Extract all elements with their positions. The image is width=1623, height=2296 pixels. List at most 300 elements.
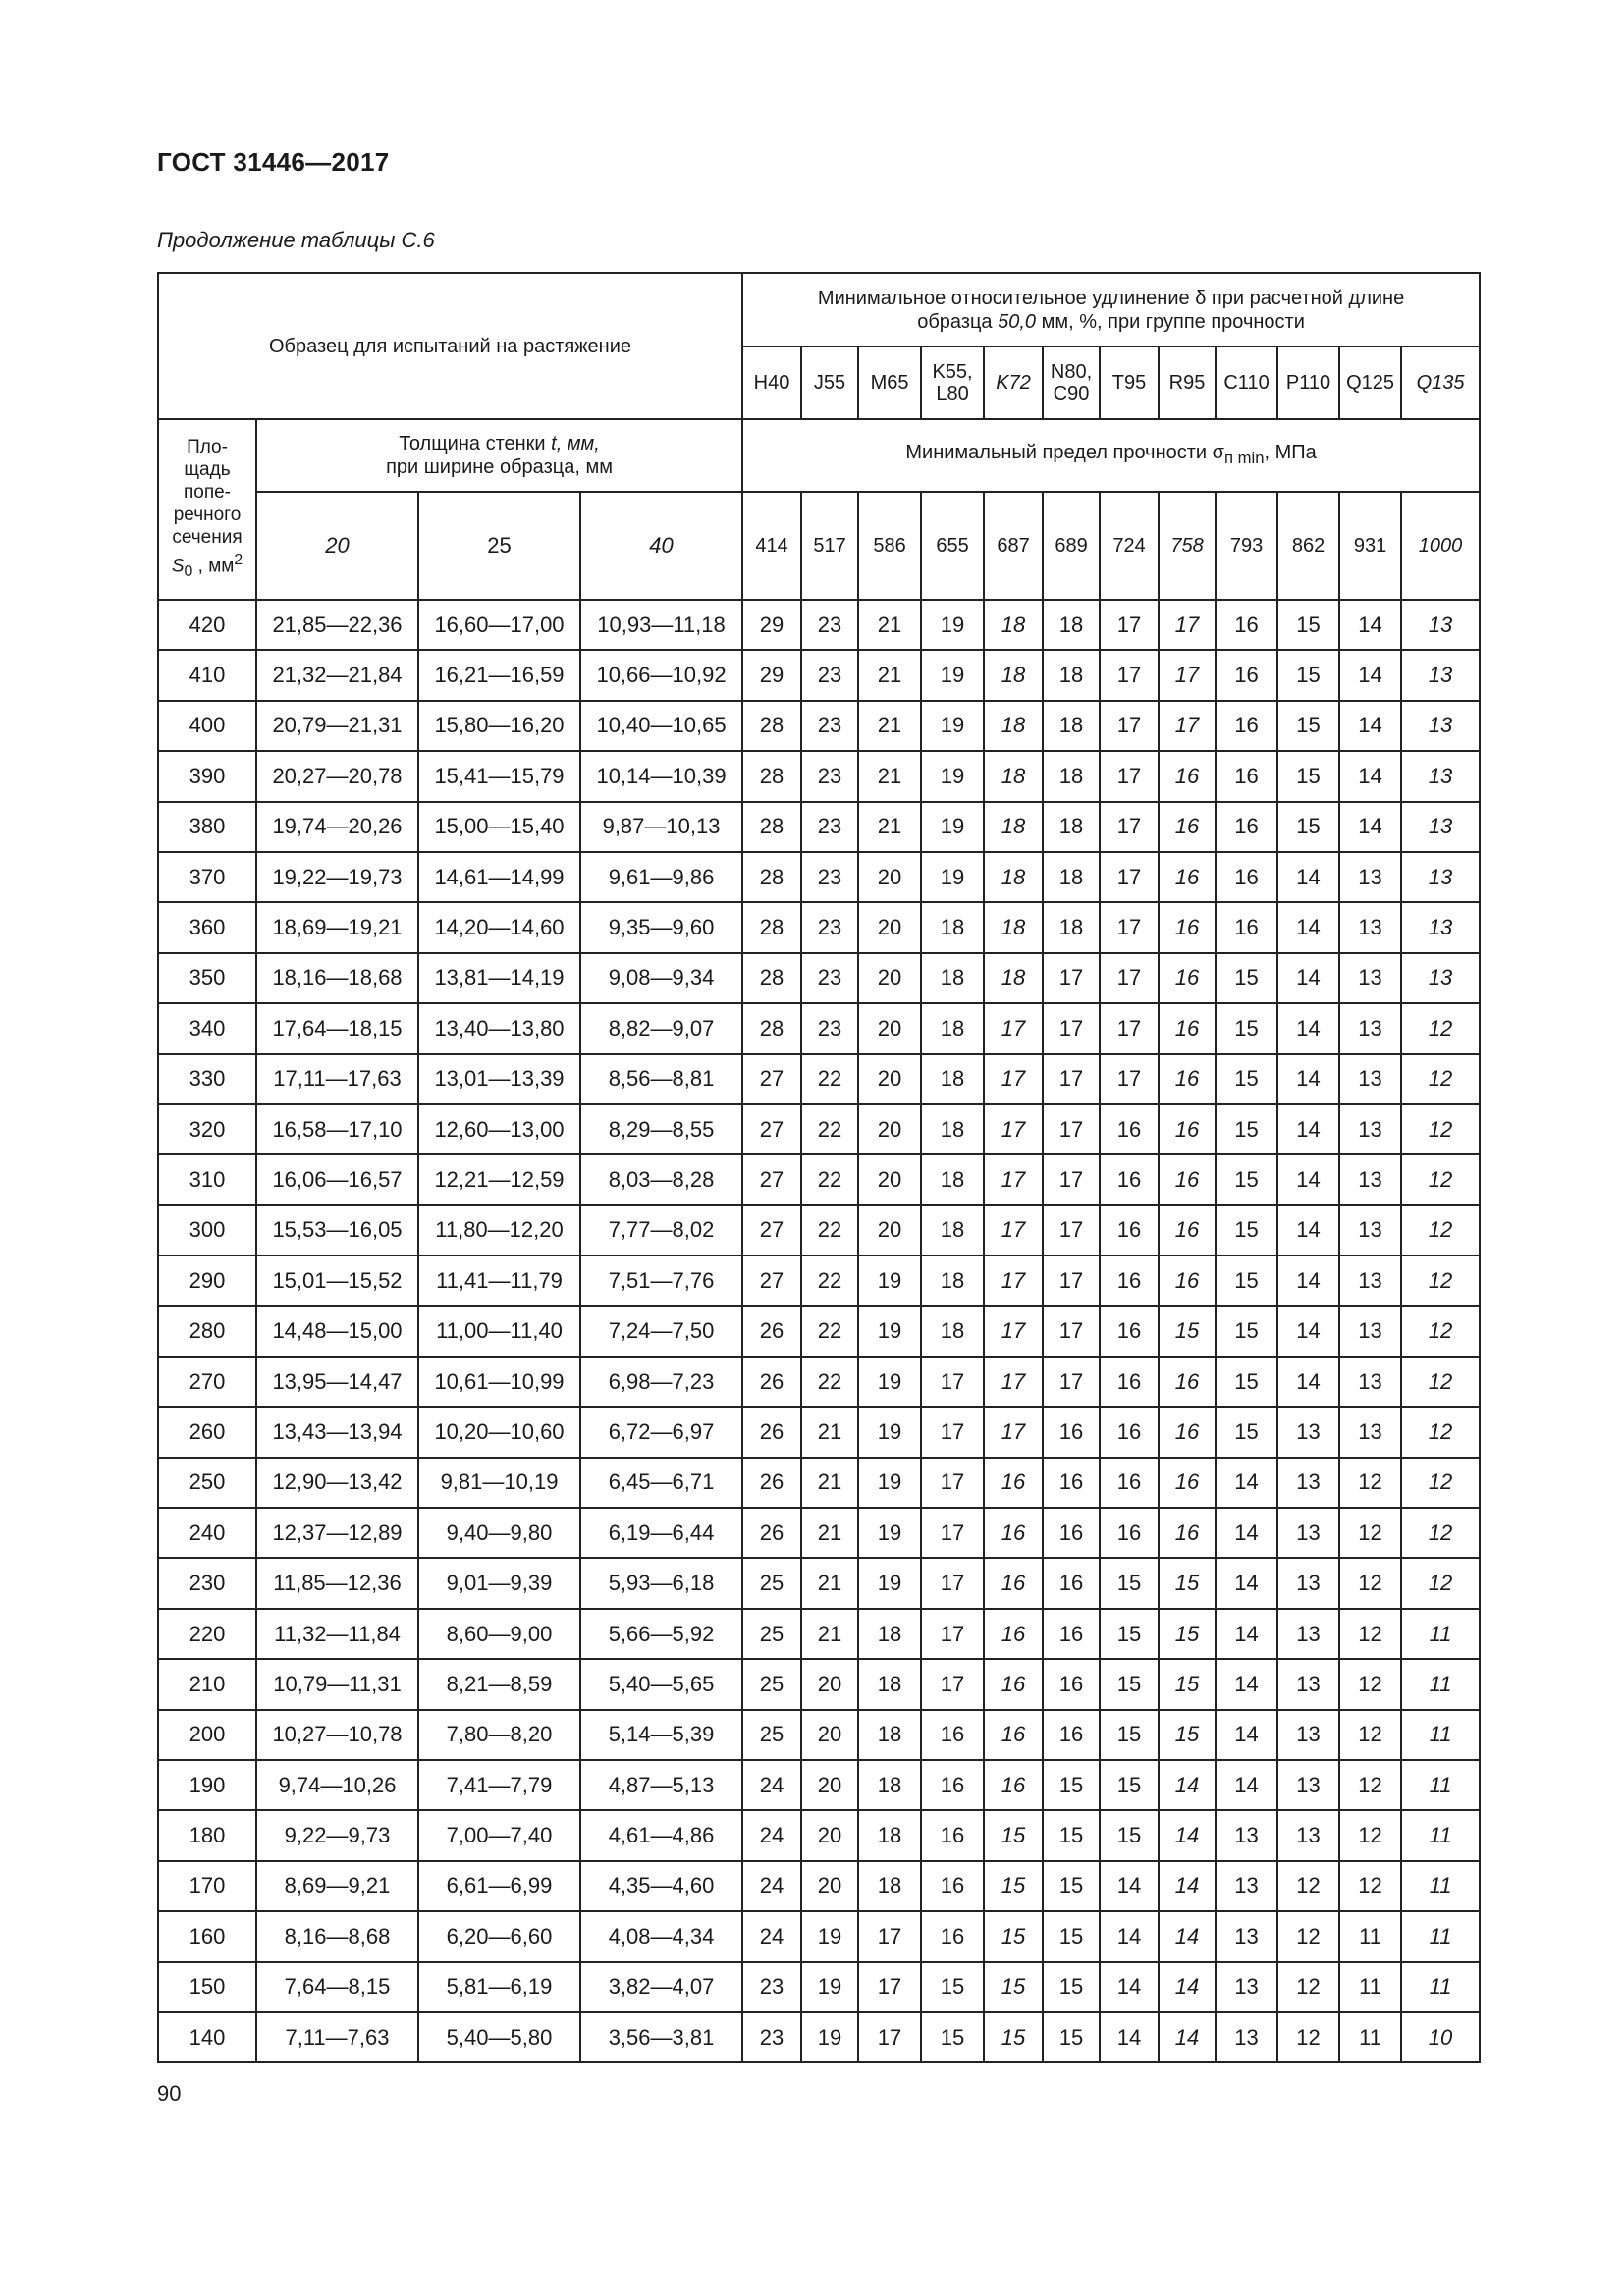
elongation-value: 28 — [742, 802, 801, 852]
thickness-range: 10,14—10,39 — [580, 751, 742, 801]
elongation-value: 14 — [1159, 1861, 1216, 1911]
elongation-value: 18 — [858, 1760, 921, 1810]
elongation-value: 16 — [1100, 1357, 1159, 1407]
elongation-value: 13 — [1339, 1054, 1401, 1104]
elongation-value: 29 — [742, 650, 801, 700]
elongation-value: 15 — [1277, 701, 1339, 751]
thickness-range: 10,61—10,99 — [418, 1357, 580, 1407]
elongation-value: 19 — [801, 1962, 858, 2012]
elongation-value: 14 — [1216, 1508, 1277, 1558]
thickness-range: 9,01—9,39 — [418, 1558, 580, 1608]
thickness-range: 16,21—16,59 — [418, 650, 580, 700]
elongation-value: 23 — [801, 802, 858, 852]
width-label: 40 — [580, 492, 742, 600]
thickness-range: 16,60—17,00 — [418, 600, 580, 650]
min-strength-value: 1000 — [1401, 492, 1480, 600]
elongation-value: 12 — [1401, 1154, 1480, 1204]
strength-group-label: M65 — [858, 347, 921, 419]
thickness-range: 5,40—5,80 — [418, 2012, 580, 2062]
thickness-range: 6,19—6,44 — [580, 1508, 742, 1558]
elongation-value: 27 — [742, 1104, 801, 1154]
elongation-value: 17 — [1100, 802, 1159, 852]
elongation-value: 18 — [984, 802, 1043, 852]
strength-header-b: , МПа — [1264, 442, 1317, 463]
elongation-value: 22 — [801, 1205, 858, 1255]
elongation-value: 12 — [1401, 1558, 1480, 1608]
elongation-value: 20 — [858, 852, 921, 902]
area-value: 210 — [158, 1659, 256, 1709]
elongation-value: 13 — [1339, 1357, 1401, 1407]
elongation-value: 23 — [801, 1003, 858, 1053]
area-value: 200 — [158, 1710, 256, 1760]
elongation-value: 17 — [1043, 1003, 1100, 1053]
thickness-range: 18,69—19,21 — [256, 902, 418, 952]
table-row — [158, 1407, 1480, 1457]
elongation-value: 14 — [1277, 1154, 1339, 1204]
elongation-value: 16 — [1159, 1054, 1216, 1104]
elongation-value: 17 — [1100, 751, 1159, 801]
elongation-value: 15 — [1100, 1659, 1159, 1709]
area-value: 270 — [158, 1357, 256, 1407]
elongation-value: 15 — [1100, 1760, 1159, 1810]
table-row — [158, 1659, 1480, 1709]
elongation-value: 18 — [1043, 650, 1100, 700]
elongation-value: 17 — [921, 1508, 984, 1558]
elongation-value: 17 — [1100, 902, 1159, 952]
elongation-value: 21 — [858, 650, 921, 700]
elongation-value: 15 — [1159, 1659, 1216, 1709]
thickness-header — [256, 419, 742, 492]
elongation-value: 18 — [984, 852, 1043, 902]
elongation-value: 18 — [858, 1810, 921, 1860]
elongation-value: 17 — [1043, 953, 1100, 1003]
elongation-value: 14 — [1216, 1710, 1277, 1760]
area-value: 290 — [158, 1255, 256, 1306]
elongation-value: 28 — [742, 852, 801, 902]
table-row — [158, 1205, 1480, 1255]
min-strength-value: 793 — [1216, 492, 1277, 600]
thickness-range: 3,56—3,81 — [580, 2012, 742, 2062]
elongation-value: 10 — [1401, 2012, 1480, 2062]
elongation-value: 19 — [921, 600, 984, 650]
elongation-value: 12 — [1339, 1760, 1401, 1810]
elongation-value: 18 — [858, 1659, 921, 1709]
elongation-value: 16 — [1043, 1659, 1100, 1709]
elongation-value: 16 — [1159, 1154, 1216, 1204]
elongation-table — [157, 272, 1481, 2063]
elongation-value: 24 — [742, 1760, 801, 1810]
thickness-range: 13,01—13,39 — [418, 1054, 580, 1104]
thickness-range: 21,85—22,36 — [256, 600, 418, 650]
table-row — [158, 1003, 1480, 1053]
thickness-range: 14,61—14,99 — [418, 852, 580, 902]
elongation-value: 14 — [1277, 1054, 1339, 1104]
elongation-value: 26 — [742, 1357, 801, 1407]
elongation-value: 27 — [742, 1154, 801, 1204]
elongation-value: 17 — [921, 1407, 984, 1457]
thickness-range: 6,72—6,97 — [580, 1407, 742, 1457]
table-row — [158, 802, 1480, 852]
elongation-value: 15 — [1277, 751, 1339, 801]
table-row — [158, 1962, 1480, 2012]
strength-header-a: Минимальный предел прочности σ — [905, 442, 1224, 463]
elongation-value: 16 — [1159, 1357, 1216, 1407]
elongation-value: 13 — [1339, 1306, 1401, 1356]
elongation-value: 16 — [984, 1458, 1043, 1508]
elongation-value: 11 — [1339, 2012, 1401, 2062]
elongation-value: 17 — [1043, 1357, 1100, 1407]
table-row — [158, 1558, 1480, 1608]
elongation-value: 16 — [1159, 1458, 1216, 1508]
thickness-range: 19,74—20,26 — [256, 802, 418, 852]
elongation-value: 16 — [1216, 701, 1277, 751]
thickness-range: 8,60—9,00 — [418, 1609, 580, 1659]
elongation-value: 15 — [1100, 1558, 1159, 1608]
thickness-range: 10,93—11,18 — [580, 600, 742, 650]
elongation-value: 16 — [1159, 751, 1216, 801]
table-row — [158, 1255, 1480, 1306]
elongation-value: 17 — [921, 1458, 984, 1508]
table-row — [158, 1760, 1480, 1810]
elongation-value: 26 — [742, 1508, 801, 1558]
thickness-range: 15,80—16,20 — [418, 701, 580, 751]
elongation-value: 13 — [1339, 1205, 1401, 1255]
elongation-value: 16 — [1216, 600, 1277, 650]
elongation-value: 16 — [1043, 1458, 1100, 1508]
elongation-value: 16 — [1159, 1003, 1216, 1053]
elongation-value: 16 — [1100, 1306, 1159, 1356]
elongation-value: 12 — [1277, 1861, 1339, 1911]
elongation-value: 17 — [984, 1357, 1043, 1407]
elongation-value: 12 — [1401, 1458, 1480, 1508]
elongation-value: 16 — [1100, 1104, 1159, 1154]
elongation-value: 18 — [1043, 802, 1100, 852]
thickness-range: 9,87—10,13 — [580, 802, 742, 852]
thickness-range: 9,61—9,86 — [580, 852, 742, 902]
elongation-value: 17 — [1100, 600, 1159, 650]
thickness-range: 14,20—14,60 — [418, 902, 580, 952]
elongation-value: 15 — [1043, 1861, 1100, 1911]
elongation-value: 25 — [742, 1710, 801, 1760]
elongation-value: 13 — [1277, 1508, 1339, 1558]
min-strength-value: 517 — [801, 492, 858, 600]
elongation-value: 16 — [984, 1609, 1043, 1659]
elongation-value: 17 — [1100, 953, 1159, 1003]
elongation-value: 19 — [858, 1558, 921, 1608]
thickness-range: 4,87—5,13 — [580, 1760, 742, 1810]
strength-group-label: Q125 — [1339, 347, 1401, 419]
elongation-value: 18 — [858, 1861, 921, 1911]
elongation-value: 14 — [1216, 1659, 1277, 1709]
elongation-value: 15 — [1216, 1054, 1277, 1104]
area-value: 360 — [158, 902, 256, 952]
elongation-value: 15 — [1216, 953, 1277, 1003]
elongation-value: 29 — [742, 600, 801, 650]
thickness-range: 12,21—12,59 — [418, 1154, 580, 1204]
elongation-value: 13 — [1216, 2012, 1277, 2062]
elongation-value: 18 — [921, 953, 984, 1003]
thickness-range: 6,45—6,71 — [580, 1458, 742, 1508]
elongation-value: 20 — [858, 1205, 921, 1255]
elongation-value: 18 — [858, 1710, 921, 1760]
thickness-range: 7,77—8,02 — [580, 1205, 742, 1255]
table-row — [158, 1508, 1480, 1558]
table-row — [158, 1154, 1480, 1204]
elongation-value: 14 — [1277, 1306, 1339, 1356]
thickness-range: 21,32—21,84 — [256, 650, 418, 700]
strength-group-label: P110 — [1277, 347, 1339, 419]
elongation-value: 14 — [1277, 953, 1339, 1003]
min-strength-value: 862 — [1277, 492, 1339, 600]
elongation-value: 16 — [1100, 1205, 1159, 1255]
elongation-value: 22 — [801, 1104, 858, 1154]
elongation-value: 16 — [1100, 1154, 1159, 1204]
elongation-value: 15 — [1043, 1962, 1100, 2012]
min-strength-value: 655 — [921, 492, 984, 600]
thickness-range: 10,66—10,92 — [580, 650, 742, 700]
elongation-value: 23 — [801, 902, 858, 952]
area-value: 420 — [158, 600, 256, 650]
elongation-value: 12 — [1277, 1962, 1339, 2012]
elongation-value: 12 — [1339, 1810, 1401, 1860]
elongation-value: 23 — [801, 852, 858, 902]
elongation-value: 23 — [742, 1962, 801, 2012]
elongation-value: 19 — [921, 701, 984, 751]
elongation-header-line2-a: образца — [917, 310, 999, 333]
min-strength-value: 689 — [1043, 492, 1100, 600]
elongation-value: 16 — [921, 1911, 984, 1961]
elongation-value: 23 — [801, 600, 858, 650]
thickness-range: 13,40—13,80 — [418, 1003, 580, 1053]
elongation-value: 11 — [1401, 1861, 1480, 1911]
area-value: 160 — [158, 1911, 256, 1961]
elongation-value: 16 — [1043, 1609, 1100, 1659]
thickness-header-line2: при ширине образца, мм — [386, 456, 613, 478]
elongation-value: 14 — [1159, 1810, 1216, 1860]
thickness-range: 11,41—11,79 — [418, 1255, 580, 1306]
area-value: 250 — [158, 1458, 256, 1508]
strength-header — [742, 419, 1480, 492]
area-value: 330 — [158, 1054, 256, 1104]
elongation-value: 16 — [1043, 1558, 1100, 1608]
elongation-value: 16 — [1216, 650, 1277, 700]
elongation-value: 18 — [1043, 751, 1100, 801]
elongation-value: 12 — [1277, 2012, 1339, 2062]
min-strength-value: 586 — [858, 492, 921, 600]
elongation-value: 15 — [1159, 1710, 1216, 1760]
area-value: 240 — [158, 1508, 256, 1558]
elongation-value: 17 — [984, 1154, 1043, 1204]
elongation-value: 28 — [742, 751, 801, 801]
elongation-value: 17 — [984, 1003, 1043, 1053]
elongation-value: 17 — [984, 1054, 1043, 1104]
elongation-value: 13 — [1277, 1659, 1339, 1709]
elongation-value: 16 — [984, 1558, 1043, 1608]
elongation-value: 15 — [984, 1861, 1043, 1911]
elongation-value: 12 — [1401, 1205, 1480, 1255]
elongation-value: 17 — [1100, 1003, 1159, 1053]
elongation-value: 16 — [1159, 953, 1216, 1003]
elongation-value: 14 — [1339, 751, 1401, 801]
elongation-value: 17 — [1043, 1154, 1100, 1204]
elongation-value: 18 — [858, 1609, 921, 1659]
elongation-value: 27 — [742, 1255, 801, 1306]
min-strength-value: 931 — [1339, 492, 1401, 600]
elongation-header-line1: Минимальное относительное удлинение δ при расчетной длине — [817, 287, 1405, 309]
thickness-range: 15,53—16,05 — [256, 1205, 418, 1255]
elongation-value: 14 — [1216, 1760, 1277, 1810]
elongation-value: 16 — [1216, 751, 1277, 801]
elongation-value: 15 — [984, 1962, 1043, 2012]
elongation-value: 15 — [1216, 1407, 1277, 1457]
table-row — [158, 953, 1480, 1003]
thickness-range: 13,81—14,19 — [418, 953, 580, 1003]
strength-header-sub: п min — [1223, 449, 1265, 467]
elongation-value: 14 — [1339, 600, 1401, 650]
elongation-value: 19 — [921, 650, 984, 700]
elongation-value: 14 — [1100, 1861, 1159, 1911]
elongation-value: 17 — [1159, 650, 1216, 700]
elongation-value: 16 — [1043, 1508, 1100, 1558]
elongation-value: 19 — [858, 1407, 921, 1457]
thickness-range: 7,64—8,15 — [256, 1962, 418, 2012]
elongation-value: 16 — [921, 1710, 984, 1760]
elongation-value: 16 — [1159, 1104, 1216, 1154]
elongation-value: 21 — [801, 1609, 858, 1659]
elongation-value: 15 — [984, 1911, 1043, 1961]
elongation-value: 18 — [1043, 701, 1100, 751]
area-value: 280 — [158, 1306, 256, 1356]
thickness-range: 4,61—4,86 — [580, 1810, 742, 1860]
area-value: 220 — [158, 1609, 256, 1659]
elongation-value: 15 — [1277, 600, 1339, 650]
gauge-length-value: 50,0 — [998, 310, 1037, 333]
elongation-value: 14 — [1277, 1255, 1339, 1306]
elongation-value: 28 — [742, 701, 801, 751]
area-value: 350 — [158, 953, 256, 1003]
elongation-value: 15 — [1216, 1003, 1277, 1053]
elongation-value: 13 — [1277, 1710, 1339, 1760]
elongation-value: 20 — [858, 1104, 921, 1154]
elongation-value: 14 — [1159, 2012, 1216, 2062]
elongation-value: 17 — [921, 1558, 984, 1608]
elongation-value: 16 — [1159, 902, 1216, 952]
elongation-value: 14 — [1100, 1911, 1159, 1961]
thickness-range: 11,80—12,20 — [418, 1205, 580, 1255]
elongation-value: 22 — [801, 1255, 858, 1306]
elongation-value: 20 — [858, 902, 921, 952]
elongation-value: 18 — [921, 1255, 984, 1306]
strength-group-label: K72 — [984, 347, 1043, 419]
thickness-range: 18,16—18,68 — [256, 953, 418, 1003]
elongation-value: 11 — [1401, 1760, 1480, 1810]
elongation-value: 21 — [858, 802, 921, 852]
elongation-value: 15 — [1159, 1558, 1216, 1608]
thickness-range: 6,61—6,99 — [418, 1861, 580, 1911]
table-row — [158, 902, 1480, 952]
elongation-value: 22 — [801, 1306, 858, 1356]
elongation-value: 21 — [858, 751, 921, 801]
elongation-value: 28 — [742, 1003, 801, 1053]
thickness-range: 15,41—15,79 — [418, 751, 580, 801]
min-strength-value: 414 — [742, 492, 801, 600]
thickness-range: 4,35—4,60 — [580, 1861, 742, 1911]
elongation-value: 11 — [1401, 1710, 1480, 1760]
elongation-value: 18 — [1043, 852, 1100, 902]
elongation-value: 11 — [1401, 1659, 1480, 1709]
table-row — [158, 600, 1480, 650]
elongation-header — [742, 273, 1480, 347]
table-row — [158, 1911, 1480, 1961]
elongation-value: 15 — [1216, 1255, 1277, 1306]
elongation-value: 17 — [921, 1609, 984, 1659]
thickness-range: 17,11—17,63 — [256, 1054, 418, 1104]
elongation-value: 19 — [858, 1508, 921, 1558]
elongation-value: 18 — [984, 701, 1043, 751]
area-header — [158, 419, 256, 600]
elongation-value: 28 — [742, 902, 801, 952]
elongation-value: 18 — [984, 600, 1043, 650]
elongation-value: 11 — [1401, 1911, 1480, 1961]
elongation-value: 20 — [801, 1810, 858, 1860]
width-label: 20 — [256, 492, 418, 600]
area-value: 230 — [158, 1558, 256, 1608]
elongation-value: 13 — [1277, 1760, 1339, 1810]
elongation-value: 17 — [858, 1962, 921, 2012]
elongation-value: 16 — [984, 1508, 1043, 1558]
elongation-value: 16 — [921, 1810, 984, 1860]
elongation-value: 16 — [921, 1760, 984, 1810]
elongation-value: 16 — [1159, 852, 1216, 902]
elongation-value: 14 — [1339, 650, 1401, 700]
thickness-range: 15,01—15,52 — [256, 1255, 418, 1306]
elongation-value: 17 — [858, 1911, 921, 1961]
elongation-value: 27 — [742, 1054, 801, 1104]
elongation-value: 14 — [1159, 1911, 1216, 1961]
elongation-value: 16 — [1159, 802, 1216, 852]
thickness-range: 8,82—9,07 — [580, 1003, 742, 1053]
elongation-value: 18 — [921, 902, 984, 952]
elongation-value: 12 — [1401, 1104, 1480, 1154]
area-value: 340 — [158, 1003, 256, 1053]
elongation-value: 23 — [742, 2012, 801, 2062]
table-row — [158, 650, 1480, 700]
elongation-value: 18 — [921, 1306, 984, 1356]
elongation-value: 16 — [984, 1760, 1043, 1810]
elongation-value: 15 — [1159, 1609, 1216, 1659]
thickness-range: 8,29—8,55 — [580, 1104, 742, 1154]
area-value: 410 — [158, 650, 256, 700]
elongation-value: 20 — [801, 1760, 858, 1810]
thickness-header-line1-a: Толщина стенки — [399, 433, 552, 454]
elongation-header-line2-c: мм, %, при группе прочности — [1036, 310, 1305, 333]
elongation-value: 16 — [1100, 1508, 1159, 1558]
elongation-value: 20 — [858, 1003, 921, 1053]
elongation-value: 18 — [984, 751, 1043, 801]
elongation-value: 12 — [1401, 1306, 1480, 1356]
elongation-value: 15 — [1277, 802, 1339, 852]
elongation-value: 18 — [984, 650, 1043, 700]
thickness-range: 9,40—9,80 — [418, 1508, 580, 1558]
elongation-value: 17 — [1159, 600, 1216, 650]
elongation-value: 14 — [1100, 1962, 1159, 2012]
area-header-text: Пло- щадь попе- речного сечения — [172, 436, 243, 548]
elongation-value: 14 — [1100, 2012, 1159, 2062]
area-symbol-sub: 0 — [184, 563, 193, 581]
elongation-value: 13 — [1339, 852, 1401, 902]
strength-group-label: Q135 — [1401, 347, 1480, 419]
elongation-value: 25 — [742, 1659, 801, 1709]
